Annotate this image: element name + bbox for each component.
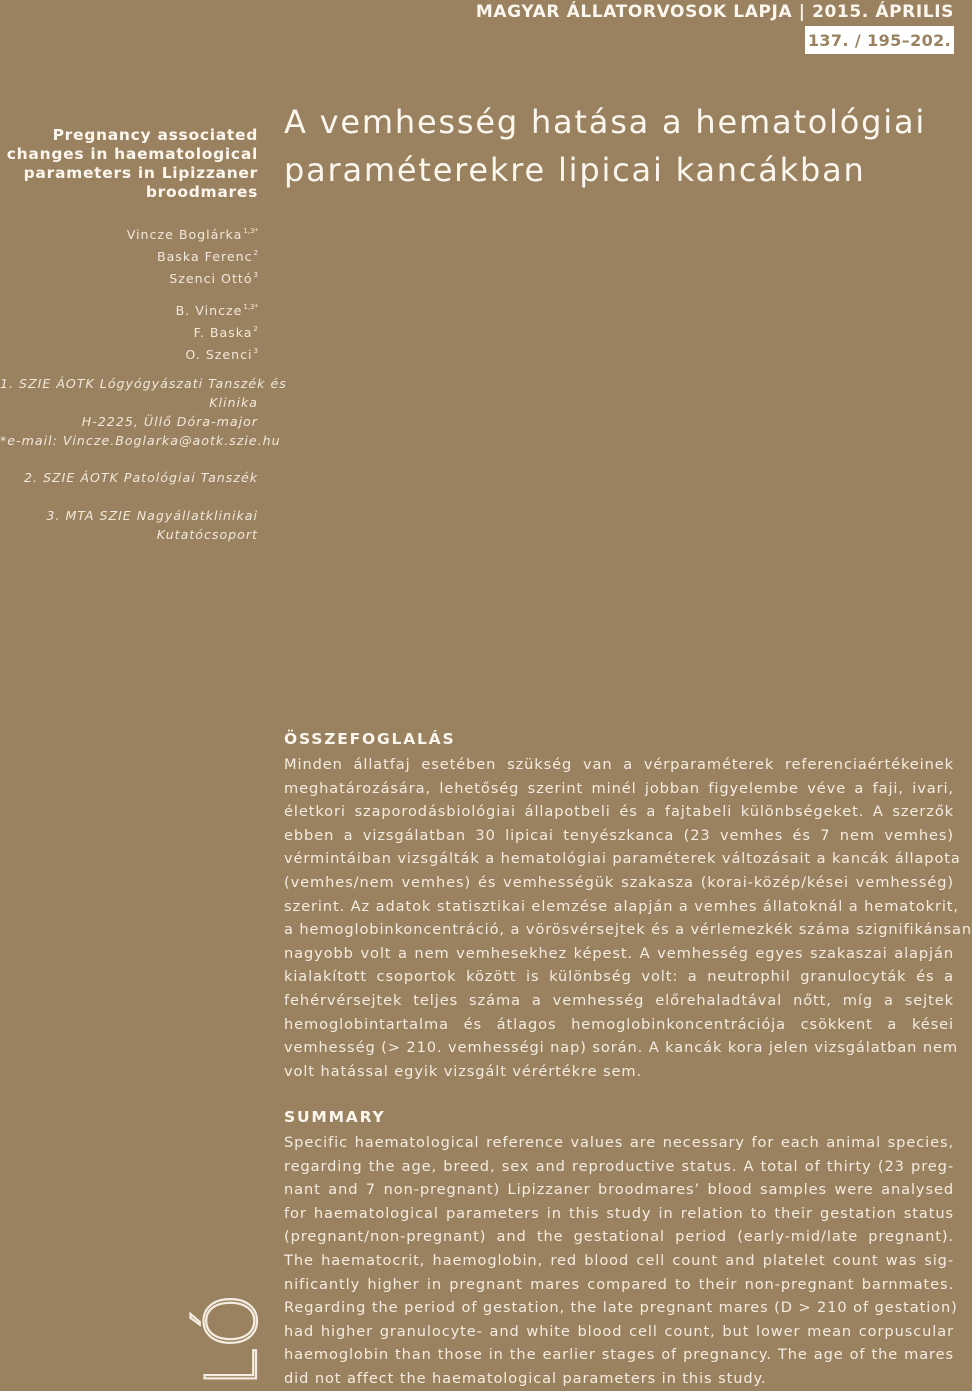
author-affiliation-mark: 2 [253, 325, 258, 333]
abstract-line: had higher granulocyte- and white blood cell count, but lower mean corpuscular [284, 1322, 954, 1340]
author [0, 244, 258, 266]
affiliation-line: Klinika [209, 395, 258, 410]
abstract-line: szerint. Az adatok statisztikai elemzése alapján a vemhes állatoknál a hematokrit, [284, 897, 959, 915]
abstract-line: fehérvérsejtek teljes száma a vemhesség előrehaladtával nőtt, míg a sejtek [284, 991, 954, 1009]
summary-english-text [284, 1131, 958, 1391]
summary-english-heading: SUMMARY [284, 1108, 386, 1126]
abstract-line: Specific haematological reference values are necessary for each animal species, [284, 1134, 954, 1151]
affiliation-line: 2. SZIE ÁOTK Patológiai Tanszék [24, 470, 258, 485]
abstract-line: regarding the age, breed, sex and reproductive status. A total of thirty (23 preg- [284, 1157, 954, 1175]
abstract-line: nant and 7 non-pregnant) Lipizzaner broodmares’ blood samples were analysed [284, 1181, 954, 1199]
abstract-line: a hemoglobinkoncentráció, a vörösvérsejtek és a vérlemezkék száma szignifikánsan [284, 921, 972, 939]
summary-hungarian-heading: ÖSSZEFOGLALÁS [284, 730, 456, 748]
authors-hungarian [0, 222, 258, 288]
author [0, 222, 258, 244]
abstract-line: Minden állatfaj esetében szükség van a vérparaméterek referenciaértékeinek [284, 756, 954, 773]
affiliation-line: 1. SZIE ÁOTK Lógyógyászati Tanszék és [0, 376, 287, 391]
journal-header: MAGYAR ÁLLATORVOSOK LAPJA | 2015. ÁPRILIS [475, 2, 954, 22]
title-english-line: parameters in Lipizzaner [23, 164, 258, 182]
summary-hungarian-text [284, 753, 972, 1083]
author-name: F. Baska [193, 325, 253, 340]
affiliation-2 [0, 468, 258, 487]
abstract-line: ebben a vizsgálatban 30 lipicai tenyészkanca (23 vemhes és 7 nem vemhes) [284, 826, 954, 844]
title-english [0, 126, 258, 202]
affiliation-1 [0, 374, 287, 450]
title-english-line: changes in haematological [6, 145, 258, 163]
title-hungarian-line: A vemhesség hatása a hematológiai [284, 103, 927, 141]
title-english-line: Pregnancy associated [52, 126, 258, 144]
abstract-line: (vemhes/nem vemhes) és vemhességük szakasza (korai-közép/kései vemhesség) [284, 873, 954, 891]
author-affiliation-mark: 3 [253, 347, 258, 355]
author [0, 342, 258, 364]
abstract-line: haemoglobin than those in the earlier stages of pregnancy. The age of the mares [284, 1346, 954, 1364]
abstract-line: meghatározására, lehetőség szerint minél jobban figyelembe véve a faji, ivari, [284, 779, 954, 797]
author-name: Baska Ferenc [156, 249, 253, 264]
author [0, 298, 258, 320]
title-english-line: broodmares [145, 183, 258, 201]
abstract-line: did not affect the haematological parameters in this study. [284, 1369, 767, 1387]
abstract-line: életkori szaporodásbiológiai állapotbeli és a fajtabeli különbségeket. A szerzők [284, 803, 954, 821]
abstract-line: (pregnant/non-pregnant) and the gestational period (early-mid/late pregnant). [284, 1228, 954, 1246]
category-label-text: LÓ [191, 1291, 273, 1387]
affiliation-line: 3. MTA SZIE Nagyállatklinikai [46, 508, 258, 523]
author [0, 266, 258, 288]
abstract-line: kialakított csoportok között is különbség volt: a neutrophil granulocyták és a [284, 968, 954, 986]
abstract-line: volt hatással egyik vizsgált vérértékre sem. [284, 1062, 643, 1080]
abstract-line: The haematocrit, haemoglobin, red blood cell count and platelet count was sig- [284, 1251, 954, 1269]
abstract-line: Regarding the period of gestation, the late pregnant mares (D > 210 of gestation) [284, 1299, 958, 1317]
authors-english [0, 298, 258, 364]
author-affiliation-mark: 1,3* [243, 303, 258, 311]
abstract-line: nificantly higher in pregnant mares compared to their non-pregnant barnmates. [284, 1275, 954, 1293]
category-label [190, 1291, 273, 1389]
author-affiliation-mark: 2 [253, 249, 258, 257]
author-name: Szenci Ottó [169, 271, 253, 286]
abstract-line: vérmintáiban vizsgálták a hematológiai paraméterek változásait a kancák állapota [284, 850, 961, 868]
affiliation-3 [0, 506, 258, 544]
abstract-line: hemoglobintartalma és átlagos hemoglobinkoncentrációja csökkent a kései [284, 1015, 954, 1033]
page-range-badge: 137. / 195–202. [805, 26, 954, 54]
author-name: Vincze Boglárka [126, 227, 243, 242]
title-hungarian-line: paraméterekre lipicai kancákban [284, 151, 866, 189]
affiliation-line: Kutatócsoport [156, 527, 258, 542]
affiliation-line: H-2225, Üllő Dóra-major [81, 414, 258, 429]
affiliation-email: *e-mail: Vincze.Boglarka@aotk.szie.hu [0, 433, 281, 448]
author [0, 320, 258, 342]
abstract-line: nagyobb volt a nem vemhesekhez képest. A vemhesség egyes szakaszai alapján [284, 944, 954, 962]
title-hungarian [284, 98, 954, 194]
author-name: B. Vincze [175, 303, 243, 318]
abstract-line: for haematological parameters in this study in relation to their gestation status [284, 1204, 954, 1222]
author-affiliation-mark: 1,3* [243, 227, 258, 235]
abstract-line: vemhesség (> 210. vemhességi nap) során. A kancák kora jelen vizsgálatban nem [284, 1039, 959, 1057]
author-name: O. Szenci [185, 347, 253, 362]
author-affiliation-mark: 3 [253, 271, 258, 279]
